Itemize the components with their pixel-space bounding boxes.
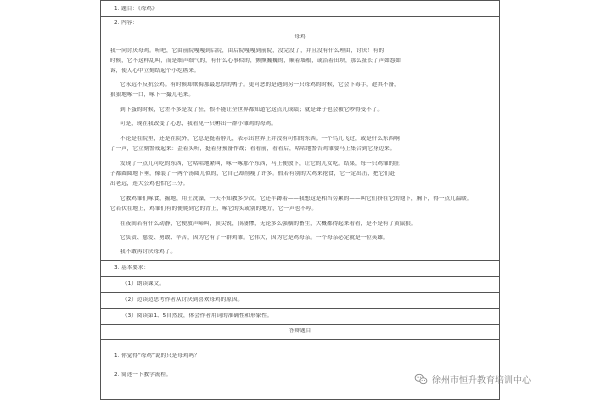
requirements-label: 3. 基本要求： <box>114 265 150 271</box>
paragraph-line: 在夜间若有什么动静，它便放声啼叫，顶尖锐，顶凄惨，无论多么强横的畜生，大概都得起来看看，是不是有了黄鼠狼。 <box>120 221 417 227</box>
paragraph-line: 到下蛋的时候，它差不多是发了狂，恨不能让全世界都知道它这点儿成绩；就是聋子也会被它吵得受不了。 <box>120 107 383 113</box>
paragraph-line: 了一声，它立刻警戒起来：歪着头听，挺着身预备作战；看看前，看看后，咕咕地警告鸡雏要马上集合到它身边来。 <box>110 146 396 152</box>
article-title: 母鸡 <box>294 34 306 40</box>
paragraph-line: 它若伏在地上，鸡雏们有的便爬到它的背上，啄它的头或别的地方，它一声也不哼。 <box>110 206 317 212</box>
requirement-item: （2）边读边思考作者从讨厌到喜欢母鸡的原因。 <box>122 297 244 303</box>
paragraph-line: 不论是在院里，还是在院外，它总是挺着脖儿，表示出世界上并没有可怕的东西。一个鸟儿飞过，或是什么东西响 <box>120 136 400 142</box>
divider-2 <box>100 260 500 261</box>
title-line: 1. 题目：《母鸡》 <box>114 6 158 12</box>
paragraph-line: 它永远不反抗公鸡。有时候却欺侮那最忠厚的鸭子。更可恶的是遇到另一只母鸡的时候，它会下毒手，趁其不备， <box>120 82 400 88</box>
divider-1 <box>100 16 500 17</box>
question-item: 1. 你觉得“母鸡”说的只是母鸡吗？ <box>114 353 200 359</box>
divider-4 <box>100 292 500 293</box>
question-item: 2. 简述一下教学流程。 <box>114 372 172 378</box>
paragraph-line: 可是，现在我改变了心思，我看见一只孵出一群小雏鸡的母鸡。 <box>120 121 277 127</box>
requirement-item: （3）阅读第1、5自然段，体会作者用词的准确性和形象性。 <box>122 313 273 319</box>
divider-3 <box>100 276 500 277</box>
watermark-text: 徐州市恒升教育培训中心 <box>432 375 532 386</box>
wechat-icon <box>414 372 428 386</box>
divider-7 <box>100 339 500 340</box>
divider-5 <box>100 308 500 309</box>
paragraph-line: 子都圆圆地下垂，像装了一两个汤圆儿似的，它自己却削瘦了许多。假若有别的大鸡来抢食，它一定出击，把它们赶 <box>110 171 396 177</box>
paragraph-line: 发现了一点儿可吃的东西，它咕咕地紧叫，啄一啄那个东西，马上便放下，让它的儿女吃。结果，每一只鸡雏的肚 <box>120 161 400 167</box>
requirement-item: （1）朗读课文。 <box>122 281 165 287</box>
divider-6 <box>100 324 500 325</box>
paragraph-line: 它教鸡雏们啄食，掘地，用土洗澡，一天不知教多少次。它还半蹲着——我想这是相当劳累的——叫它们挤在它的翅下，胸下，得一点儿温暖。 <box>120 196 473 202</box>
paragraph-line: 它负责、慈爱、勇敢、辛苦，因为它有了一群鸡雏。它伟大，因为它是鸡母亲。一个母亲必定就是一位英雄。 <box>120 235 389 241</box>
paragraph-line: 狠狠地啄一口，啄下一撮儿毛来。 <box>110 92 194 98</box>
qa-header: 答辩题目 <box>288 328 312 334</box>
paragraph-line: 出老远，连大公鸡也怕它三分。 <box>110 181 189 187</box>
paragraph-line: 我一向讨厌母鸡。听吧，它由前院嘎嘎到后院，由后院嘎嘎到前院，没完没了，并且没有什么理由，讨厌！有的 <box>110 48 385 54</box>
document-sheet <box>100 0 500 400</box>
paragraph-line: 我不敢再讨厌母鸡了。 <box>120 249 176 255</box>
content-label: 2. 内容： <box>114 20 138 26</box>
watermark <box>414 372 531 386</box>
paragraph-line: 时候，它不这样乱叫，而是细声细气的，有什么心事似的，颤颤巍巍的，顺着墙根，或沿着田坝，那么扯长了声如怨如 <box>110 58 401 64</box>
paragraph-line: 诉，使人心中立刻结起个小疙瘩来。 <box>110 68 200 74</box>
